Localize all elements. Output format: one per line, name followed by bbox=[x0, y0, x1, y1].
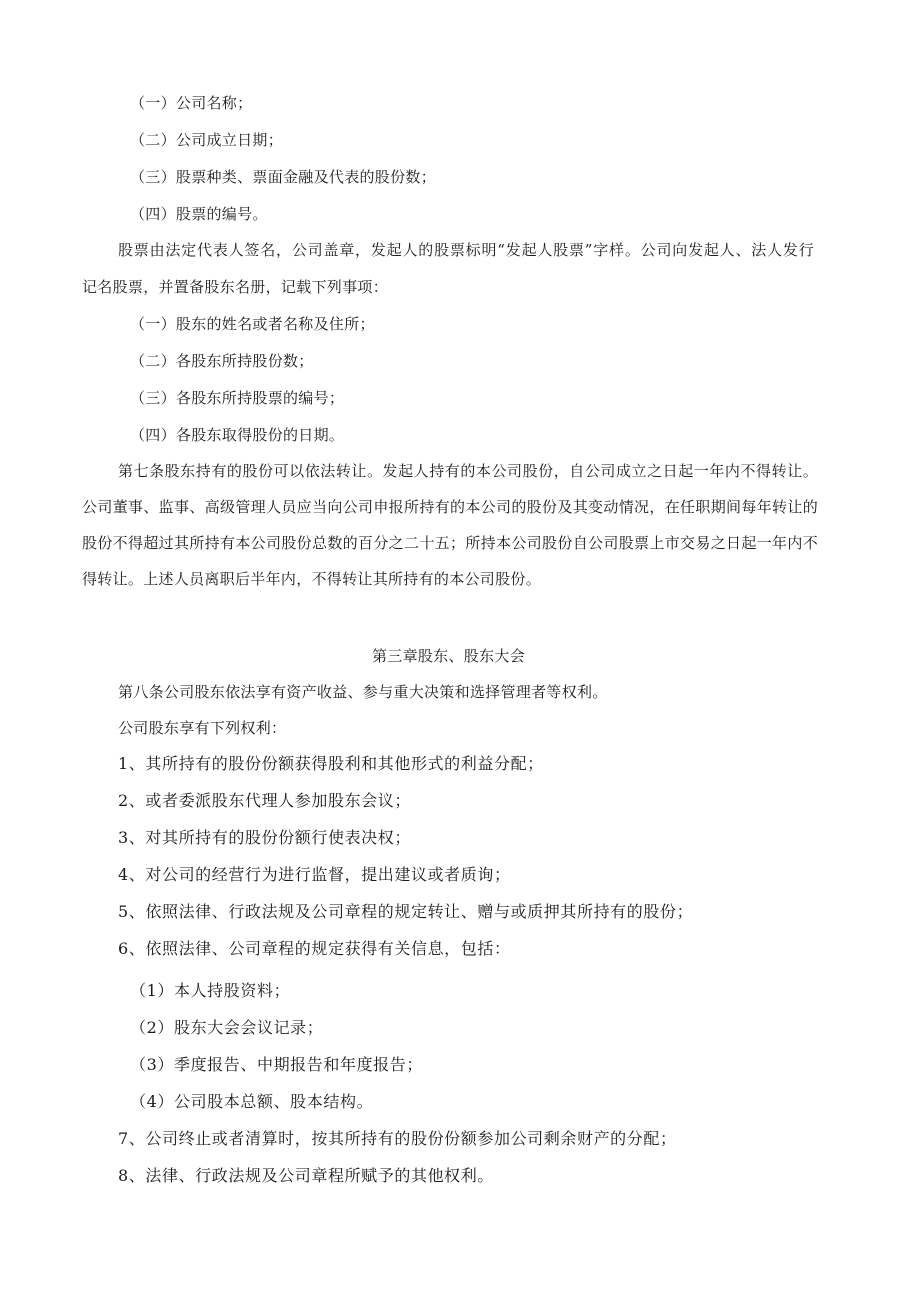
list-item: 8、法律、行政法规及公司章程所赋予的其他权利。 bbox=[118, 1166, 494, 1185]
paragraph-line: 公司董事、监事、高级管理人员应当向公司申报所持有的本公司的股份及其变动情况，在任职期间每年转让的 bbox=[82, 498, 818, 516]
list-item: （一）股东的姓名或者名称及住所； bbox=[130, 315, 375, 333]
list-item: 1、其所持有的股份份额获得股利和其他形式的利益分配； bbox=[118, 754, 544, 773]
paragraph-line: 股份不得超过其所持有本公司股份总数的百分之二十五；所持本公司股份自公司股票上市交易之日起一年内不 bbox=[82, 534, 818, 552]
paragraph-line: 第八条公司股东依法享有资产收益、参与重大决策和选择管理者等权利。 bbox=[118, 683, 608, 701]
list-item: 7、公司终止或者清算时，按其所持有的股份份额参加公司剩余财产的分配； bbox=[118, 1129, 677, 1148]
list-item: （三）股票种类、票面金融及代表的股份数； bbox=[130, 168, 437, 186]
paragraph-line: 公司股东享有下列权利： bbox=[118, 719, 287, 737]
list-item: 3、对其所持有的股份份额行使表决权； bbox=[118, 828, 411, 847]
list-item: （三）各股东所持股票的编号； bbox=[130, 389, 345, 407]
list-item: （4）公司股本总额、股本结构。 bbox=[130, 1092, 374, 1111]
chapter-heading: 第三章股东、股东大会 bbox=[372, 647, 526, 665]
list-item: （二）各股东所持股份数； bbox=[130, 352, 314, 370]
list-item: 6、依照法律、公司章程的规定获得有关信息，包括： bbox=[118, 939, 511, 958]
paragraph-line: 第七条股东持有的股份可以依法转让。发起人持有的本公司股份，自公司成立之日起一年内不得转让。 bbox=[118, 462, 818, 480]
list-item: 2、或者委派股东代理人参加股东会议； bbox=[118, 791, 411, 810]
list-item: 4、对公司的经营行为进行监督，提出建议或者质询； bbox=[118, 865, 511, 884]
list-item: （二）公司成立日期； bbox=[130, 131, 284, 149]
list-item: （一）公司名称； bbox=[130, 94, 253, 112]
list-item: （1）本人持股资料； bbox=[130, 981, 291, 1000]
paragraph-line: 得转让。上述人员离职后半年内，不得转让其所持有的本公司股份。 bbox=[82, 570, 542, 588]
list-item: 5、依照法律、行政法规及公司章程的规定转让、赠与或质押其所持有的股份； bbox=[118, 902, 694, 921]
paragraph-line: 记名股票，并置备股东名册，记载下列事项： bbox=[82, 278, 389, 296]
list-item: （四）各股东取得股份的日期。 bbox=[130, 426, 345, 444]
list-item: （2）股东大会会议记录； bbox=[130, 1018, 324, 1037]
list-item: （四）股票的编号。 bbox=[130, 205, 268, 223]
list-item: （3）季度报告、中期报告和年度报告； bbox=[130, 1055, 423, 1074]
paragraph-line: 股票由法定代表人签名，公司盖章，发起人的股票标明“发起人股票”字样。公司向发起人、法人发行 bbox=[118, 241, 814, 259]
